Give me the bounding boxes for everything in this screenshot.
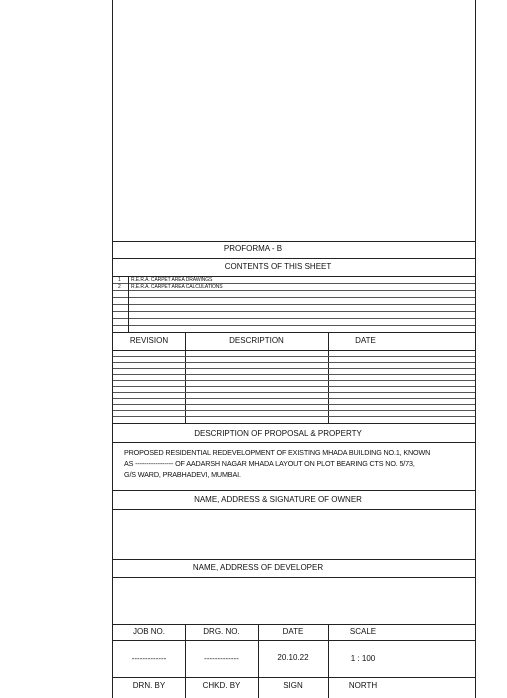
row-line (113, 386, 475, 387)
row-line (113, 318, 475, 319)
row-line (113, 374, 475, 375)
divider (113, 677, 475, 678)
row-line (113, 290, 475, 291)
divider (113, 241, 475, 242)
drawing-sheet-frame (112, 0, 476, 698)
divider (113, 350, 475, 351)
row-line (113, 297, 475, 298)
row-line (113, 368, 475, 369)
proposal-line: G/S WARD, PRABHADEVI, MUMBAI. (124, 470, 241, 479)
row-line (113, 380, 475, 381)
content-item-text: R.E.R.A. CARPET AREA CALCULATIONS (131, 284, 223, 290)
row-line (113, 404, 475, 405)
divider (113, 559, 475, 560)
drawn-by-header: DRN. BY (132, 681, 166, 690)
row-line (113, 398, 475, 399)
divider (113, 332, 475, 333)
date-header: DATE (282, 627, 304, 636)
divider (113, 509, 475, 510)
row-line (113, 311, 475, 312)
proposal-line: PROPOSED RESIDENTIAL REDEVELOPMENT OF EXISTING MHADA BUILDING NO.1, KNOWN (124, 448, 431, 457)
row-line (113, 304, 475, 305)
divider (113, 258, 475, 259)
date-value: 20.10.22 (277, 653, 309, 662)
scale-value: 1 : 100 (350, 654, 376, 663)
contents-title: CONTENTS OF THIS SHEET (224, 262, 332, 271)
divider (113, 423, 475, 424)
job-no-header: JOB NO. (132, 627, 165, 636)
row-line (113, 356, 475, 357)
row-line (113, 362, 475, 363)
divider (113, 624, 475, 625)
row-line (113, 392, 475, 393)
checked-by-header: CHKD. BY (202, 681, 241, 690)
row-line (113, 325, 475, 326)
date-header: DATE (355, 336, 376, 345)
content-item-text: R.E.R.A. CARPET AREA DRAWINGS (131, 277, 213, 283)
developer-title: NAME, ADDRESS OF DEVELOPER (192, 563, 324, 572)
revision-header: REVISION (129, 336, 169, 345)
scale-header: SCALE (349, 627, 377, 636)
column-line (128, 276, 129, 332)
divider (113, 442, 475, 443)
divider (113, 640, 475, 641)
content-item-number: 2 (118, 284, 121, 290)
north-header: NORTH (348, 681, 378, 690)
job-no-value: ------------- (131, 654, 167, 663)
row-line (113, 410, 475, 411)
drg-no-value: ------------- (204, 654, 239, 663)
content-item-number: 1 (118, 277, 121, 283)
divider (113, 490, 475, 491)
row-line (113, 416, 475, 417)
owner-title: NAME, ADDRESS & SIGNATURE OF OWNER (194, 495, 362, 504)
divider (113, 577, 475, 578)
proforma-label: PROFORMA - B (223, 244, 283, 253)
sign-header: SIGN (283, 681, 303, 690)
proposal-line: AS ----------------- OF AADARSH NAGAR MHADA LAYOUT ON PLOT BEARING CTS NO. 5/73, (124, 459, 415, 468)
drg-no-header: DRG. NO. (203, 627, 240, 636)
description-header: DESCRIPTION (229, 336, 284, 345)
proposal-title: DESCRIPTION OF PROPOSAL & PROPERTY (194, 429, 362, 438)
proposal-description (124, 447, 474, 480)
